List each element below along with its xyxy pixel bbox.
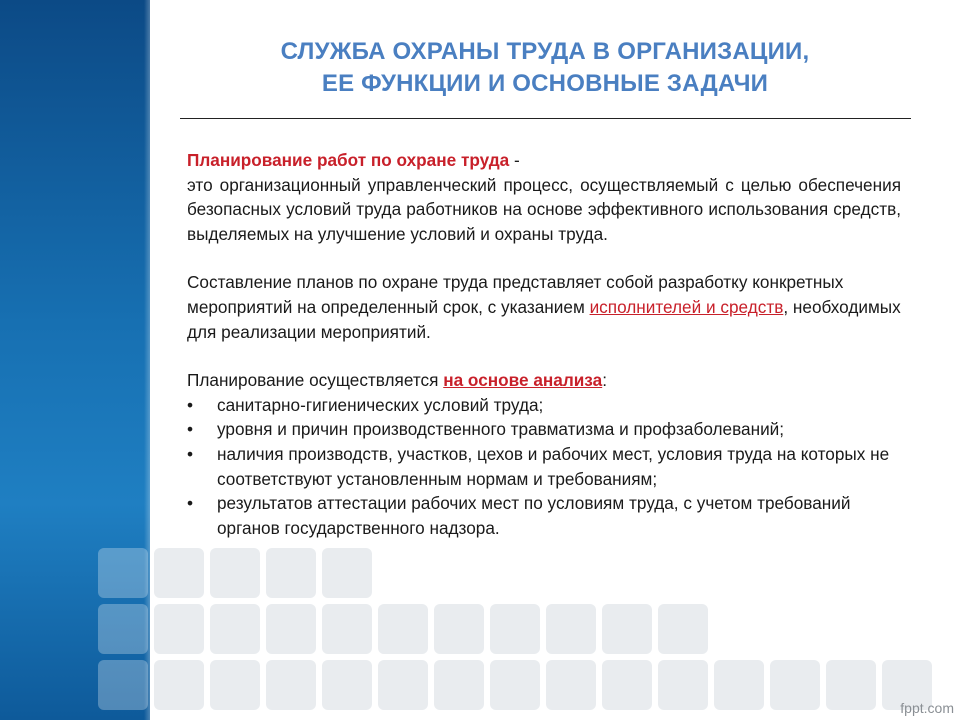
- tile: [546, 660, 596, 710]
- footer-logo: fppt.com: [900, 700, 954, 716]
- tile: [658, 604, 708, 654]
- definition-paragraph: [187, 148, 901, 246]
- tile: [770, 660, 820, 710]
- list-item: [187, 491, 901, 540]
- tile: [210, 660, 260, 710]
- tile: [210, 604, 260, 654]
- tile: [322, 548, 372, 598]
- tile: [602, 604, 652, 654]
- tile: [154, 548, 204, 598]
- bullet-icon: •: [187, 493, 194, 514]
- tile: [434, 660, 484, 710]
- tile: [378, 604, 428, 654]
- tile: [602, 660, 652, 710]
- tile: [826, 660, 876, 710]
- list-item-text: уровня и причин производственного травматизма и профзаболеваний;: [217, 419, 785, 440]
- analysis-emphasis: на основе анализа: [443, 370, 603, 391]
- definition-text: это организационный управленческий процесс, осуществляемый с целью обеспечения безопасных условий труда работников на основе эффективного использования средств, выделяемых на улучшение условий и охраны труда.: [187, 174, 901, 244]
- slide-title-line2: ЕЕ ФУНКЦИИ И ОСНОВНЫЕ ЗАДАЧИ: [321, 70, 769, 97]
- plans-paragraph: [187, 270, 901, 344]
- tile: [546, 604, 596, 654]
- tile: [658, 660, 708, 710]
- plans-text-before: Составление планов по охране труда представляет собой разработку конкретных мероприятий на определенный срок, с указанием: [187, 272, 844, 317]
- tile: [266, 604, 316, 654]
- decorative-tiles: [0, 548, 960, 720]
- list-item-text: результатов аттестации рабочих мест по условиям труда, с учетом требований органов государственного надзора.: [217, 493, 851, 538]
- slide-title-line1: СЛУЖБА ОХРАНЫ ТРУДА В ОРГАНИЗАЦИИ,: [280, 38, 810, 65]
- slide-body: [187, 148, 901, 540]
- list-item: [187, 442, 901, 491]
- plans-text-after: , необходимых для реализации мероприятий.: [187, 296, 901, 342]
- analysis-section: [187, 368, 901, 540]
- tile: [490, 660, 540, 710]
- bullet-icon: •: [187, 394, 194, 415]
- slide-title: [190, 36, 900, 100]
- analysis-colon: :: [602, 370, 607, 391]
- list-item: [187, 417, 901, 442]
- tile: [154, 604, 204, 654]
- tile: [210, 548, 260, 598]
- tile: [378, 660, 428, 710]
- title-divider: [180, 118, 911, 119]
- bullet-icon: •: [187, 419, 194, 440]
- tile: [98, 604, 148, 654]
- tile: [434, 604, 484, 654]
- tile: [98, 548, 148, 598]
- list-item: [187, 393, 901, 418]
- tile: [322, 660, 372, 710]
- tile: [266, 548, 316, 598]
- definition-dash: -: [509, 150, 520, 170]
- tile: [322, 604, 372, 654]
- analysis-intro-text: Планирование осуществляется: [187, 370, 444, 391]
- bullet-icon: •: [187, 443, 194, 464]
- definition-term: Планирование работ по охране труда: [187, 150, 510, 170]
- list-item-text: наличия производств, участков, цехов и рабочих мест, условия труда на которых не соответствуют установленным нормам и требованиям;: [217, 443, 890, 489]
- plans-highlight: исполнителей и средств: [589, 296, 784, 317]
- analysis-list: [187, 393, 901, 541]
- tile: [490, 604, 540, 654]
- analysis-intro: [187, 368, 901, 393]
- tile: [266, 660, 316, 710]
- tile: [714, 660, 764, 710]
- tile: [154, 660, 204, 710]
- tile: [98, 660, 148, 710]
- list-item-text: санитарно-гигиенических условий труда;: [217, 394, 544, 415]
